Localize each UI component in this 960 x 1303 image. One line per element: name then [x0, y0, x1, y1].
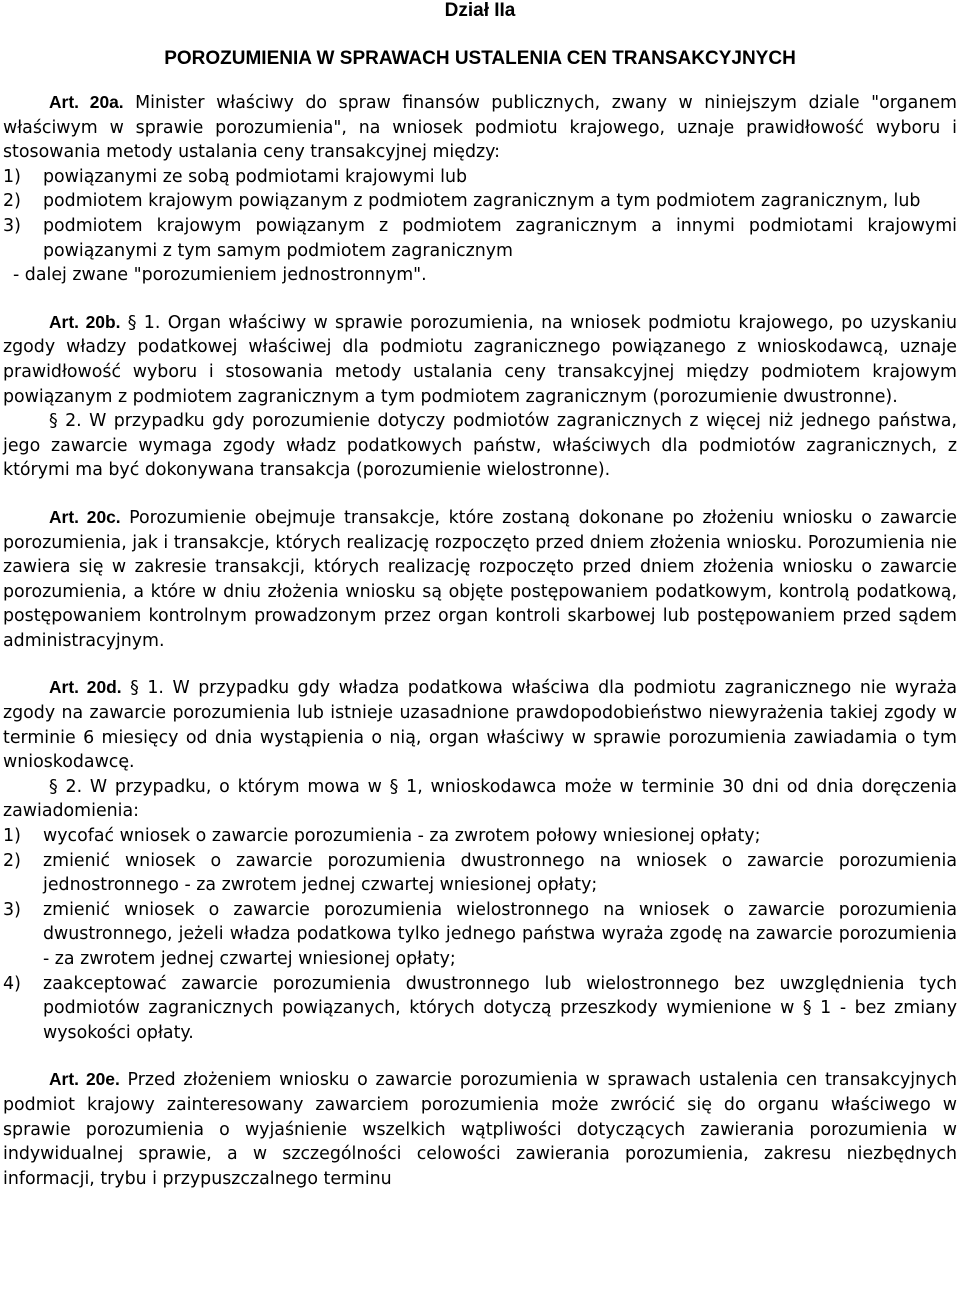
- section-text: W przypadku gdy władza podatkowa właściwa dla podmiotu zagranicznego nie wyraża zgody na zawarcie porozumienia lub istnieje uzasadnione prawdopodobieństwo niewyrażenia takiej zgody w terminie 6 miesięcy od dnia wystąpienia o nią, organ właściwy w sprawie porozumienia zawiadamia o tym wnioskodawcę.: [3, 678, 958, 773]
- section-text: W przypadku, o którym mowa w § 1, wnioskodawca może w terminie 30 dni od dnia doręczenia zawiadomienia:: [3, 776, 957, 822]
- list-item-text: zmienić wniosek o zawarcie porozumienia dwustronnego na wniosek o zawarcie porozumienia jednostronnego - za zwrotem jednej czwartej wniesionej opłaty;: [43, 850, 957, 896]
- article-20a: [3, 90, 957, 288]
- list-item: [3, 824, 957, 849]
- art20a-intro: [3, 90, 957, 165]
- list-item-text: wycofać wniosek o zawarcie porozumienia - za zwrotem połowy wniesionej opłaty;: [43, 826, 761, 847]
- division-heading: Dział IIa: [444, 0, 516, 21]
- article-20b: [3, 310, 957, 483]
- art20e-label: Art. 20e.: [49, 1069, 120, 1090]
- art20b-label: Art. 20b.: [49, 311, 121, 332]
- list-item-number: 1): [3, 826, 21, 847]
- art20d-label: Art. 20d.: [49, 677, 122, 698]
- article-20c: [3, 505, 957, 654]
- art20b-section-2: [3, 409, 957, 483]
- list-item-number: 2): [3, 850, 21, 871]
- section-text: Organ właściwy w sprawie porozumienia, na wniosek podmiotu krajowego, po uzyskaniu zgody władzy podatkowej właściwej dla podmiotu zagranicznego powiązanego z wnioskodawcą, uznaje prawidłowość wyboru i stosowania metody ustalania ceny transakcyjnej między podmiotem krajowym powiązanym z podmiotem zagranicznym a tym podmiotem zagranicznym (porozumienie dwustronne).: [3, 312, 957, 407]
- art20a-closing: - dalej zwane "porozumieniem jednostronnym".: [13, 265, 427, 286]
- section-number: § 2.: [49, 411, 82, 432]
- art20c-label: Art. 20c.: [49, 506, 121, 527]
- list-item: [3, 189, 957, 214]
- art20a-intro-text: Minister właściwy do spraw finansów publicznych, zwany w niniejszym dziale "organem właściwym w sprawie porozumienia", na wniosek podmiotu krajowego, uznaje prawidłowość wyboru i stosowania metody ustalania ceny transakcyjnej między:: [3, 93, 957, 163]
- section-number: § 1.: [130, 678, 164, 699]
- art20b-section-1: [3, 310, 957, 409]
- list-item: [3, 972, 957, 1046]
- list-item: [3, 214, 957, 263]
- article-20d: [3, 675, 957, 1045]
- list-item-number: 4): [3, 973, 21, 994]
- art20e-text: Przed złożeniem wniosku o zawarcie porozumienia w sprawach ustalenia cen transakcyjnych podmiot krajowy zainteresowany zawarciem porozumienia może zwrócić się do organu właściwego w sprawie porozumienia o wyjaśnienie wszelkich wątpliwości dotyczących zawierania porozumienia w indywidualnej sprawie, a w szczególności celowości zawierania porozumienia, zakresu niezbędnych informacji, trybu i przypuszczalnego terminu: [3, 1070, 957, 1189]
- division-title: POROZUMIENIA W SPRAWACH USTALENIA CEN TRANSAKCYJNYCH: [164, 48, 796, 69]
- list-item: [3, 898, 957, 972]
- art20c-text: Porozumienie obejmuje transakcje, które zostaną dokonane po złożeniu wniosku o zawarcie porozumienia, jak i transakcje, których realizację rozpoczęto przed dniem złożenia wniosku. Porozumienia nie zawiera się w zakresie transakcji, których realizację rozpoczęto przed dniem złożenia wniosku o zawarcie porozumienia, a które w dniu złożenia wniosku są objęte postępowaniem podatkowym, kontrolą podatkową, postępowaniem kontrolnym prowadzonym przez organ kontroli skarbowej lub postępowaniem przed sądem administracyjnym.: [3, 507, 957, 651]
- list-item-number: 3): [3, 899, 21, 920]
- article-20e: [3, 1067, 957, 1191]
- list-item-number: 3): [3, 215, 21, 236]
- art20e-paragraph: [3, 1067, 957, 1191]
- art20a-label: Art. 20a.: [49, 92, 124, 112]
- list-item-text: podmiotem krajowym powiązanym z podmiotem zagranicznym a tym podmiotem zagranicznym, lub: [43, 191, 921, 212]
- art20c-paragraph: [3, 505, 957, 654]
- section-number: § 1.: [127, 312, 161, 333]
- art20d-section-1: [3, 675, 957, 774]
- section-number: § 2.: [49, 776, 83, 797]
- list-item-number: 2): [3, 191, 21, 212]
- list-item-text: zmienić wniosek o zawarcie porozumienia wielostronnego na wniosek o zawarcie porozumienia dwustronnego, jeżeli władza podatkowa tylko jednego państwa wyraża zgodę na zawarcie porozumienia - za zwrotem jednej czwartej wniesionej opłaty;: [43, 899, 957, 969]
- section-text: W przypadku gdy porozumienie dotyczy podmiotów zagranicznych z więcej niż jednego państwa, jego zawarcie wymaga zgody władz podatkowych państw, właściwych dla podmiotów zagranicznych, z którymi ma być dokonywana transakcja (porozumienie wielostronne).: [3, 411, 957, 481]
- list-item-number: 1): [3, 166, 21, 187]
- art20d-section-2: [3, 775, 957, 824]
- list-item: [3, 165, 957, 190]
- list-item-text: zaakceptować zawarcie porozumienia dwustronnego lub wielostronnego bez uwzględnienia tych podmiotów zagranicznych powiązanych, których dotyczą przeszkody wymienione w § 1 - bez zmiany wysokości opłaty.: [43, 973, 957, 1043]
- list-item-text: podmiotem krajowym powiązanym z podmiotem zagranicznym a innymi podmiotami krajowymi powiązanymi z tym samym podmiotem zagranicznym: [43, 215, 957, 261]
- list-item: [3, 849, 957, 898]
- list-item-text: powiązanymi ze sobą podmiotami krajowymi lub: [43, 166, 468, 187]
